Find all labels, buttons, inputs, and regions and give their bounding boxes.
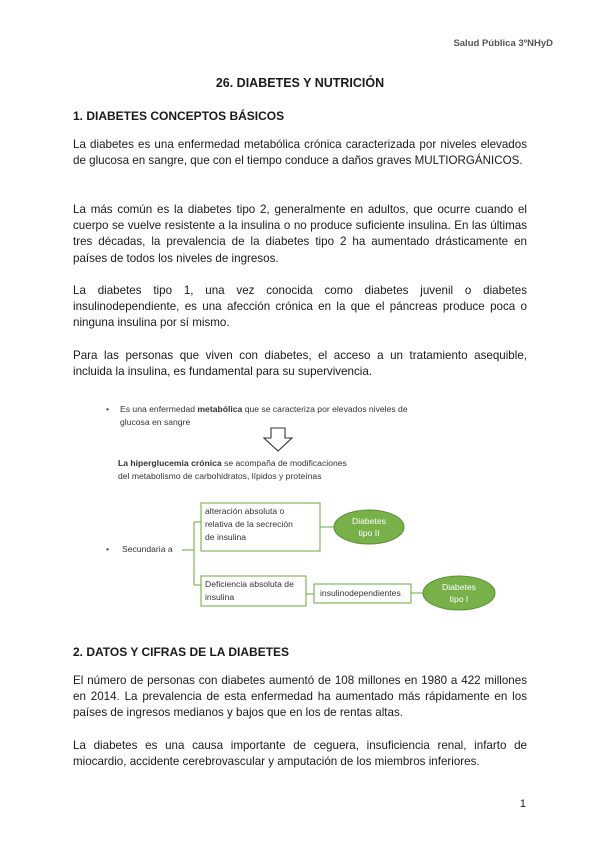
page-number: 1 [519, 798, 526, 810]
diabetes-diagram [0, 395, 600, 635]
bullet-text-bold: metabólica [197, 404, 243, 414]
box-1-line-2: relativa de la secreción [205, 519, 293, 529]
section-1-paragraph-2: La más común es la diabetes tipo 2, generalmente en adultos, que ocurre cuando el cuerpo se vuelve resistente a la insulina o no produce suficiente insulina. En las últimas tres décadas, la prevalencia de la diabetes tipo 2 ha aumentado drásticamente en países de todos los niveles de ingresos. [73, 203, 527, 265]
hyperglucemia-text: se acompaña de modificaciones [221, 458, 347, 468]
section-1-heading: 1. DIABETES CONCEPTOS BÁSICOS [73, 109, 285, 123]
box-3-label: insulinodependientes [320, 588, 401, 598]
hyperglucemia-bold: La hiperglucemia crónica [118, 458, 222, 468]
oval-2-line-1: Diabetes [442, 582, 476, 592]
box-1-line-1: alteración absoluta o [205, 506, 285, 516]
box-1-line-3: de insulina [205, 532, 247, 542]
oval-1-line-1: Diabetes [352, 516, 386, 526]
bullet-metabolica [120, 403, 480, 416]
box-2-line-2: insulina [205, 592, 235, 602]
page-title: 26. DIABETES Y NUTRICIÓN [215, 76, 385, 90]
section-1-paragraph-4: Para las personas que viven con diabetes, el acceso a un tratamiento asequible, incluida la insulina, es fundamental para su supervivencia. [73, 349, 527, 379]
section-2-heading: 2. DATOS Y CIFRAS DE LA DIABETES [73, 645, 290, 659]
down-arrow-icon [264, 428, 292, 451]
bullet-dot: • [106, 544, 110, 554]
box-2-line-1: Deficiencia absoluta de [205, 579, 294, 589]
section-2-paragraph-1: El número de personas con diabetes aumentó de 108 millones en 1980 a 422 millones en 2014. La prevalencia de esta enfermedad ha aumentado más rápidamente en los países de ingresos medianos y bajos que en los de rentas altas. [73, 674, 527, 720]
hyperglucemia-line-2: del metabolismo de carbohidratos, lípidos y proteínas [118, 471, 322, 481]
diagram-shapes [0, 395, 600, 635]
bullet-dot: • [106, 404, 110, 414]
oval-1-line-2: tipo II [358, 528, 380, 538]
section-1-paragraph-1: La diabetes es una enfermedad metabólica crónica caracterizada por niveles elevados de glucosa en sangre, que con el tiempo conduce a daños graves MULTIORGÁNICOS. [73, 138, 527, 168]
section-1-paragraph-3: La diabetes tipo 1, una vez conocida como diabetes juvenil o diabetes insulinodependiente, es una afección crónica en la que el páncreas produce poca o ninguna insulina por sí mismo. [73, 284, 527, 330]
bullet-text-post: que se caracteriza por elevados niveles de [242, 404, 408, 414]
header-course: Salud Pública 3ºNHyD [453, 38, 553, 49]
hyperglucemia-line-1 [118, 457, 418, 470]
secundaria-label: Secundaria a [122, 544, 173, 554]
bullet-text-pre: Es una enfermedad [120, 404, 198, 414]
oval-2-line-2: tipo I [449, 594, 469, 604]
section-2-paragraph-2: La diabetes es una causa importante de ceguera, insuficiencia renal, infarto de miocardio, accidente cerebrovascular y amputación de los miembros inferiores. [73, 739, 527, 769]
bullet-line-2: glucosa en sangre [120, 417, 191, 427]
